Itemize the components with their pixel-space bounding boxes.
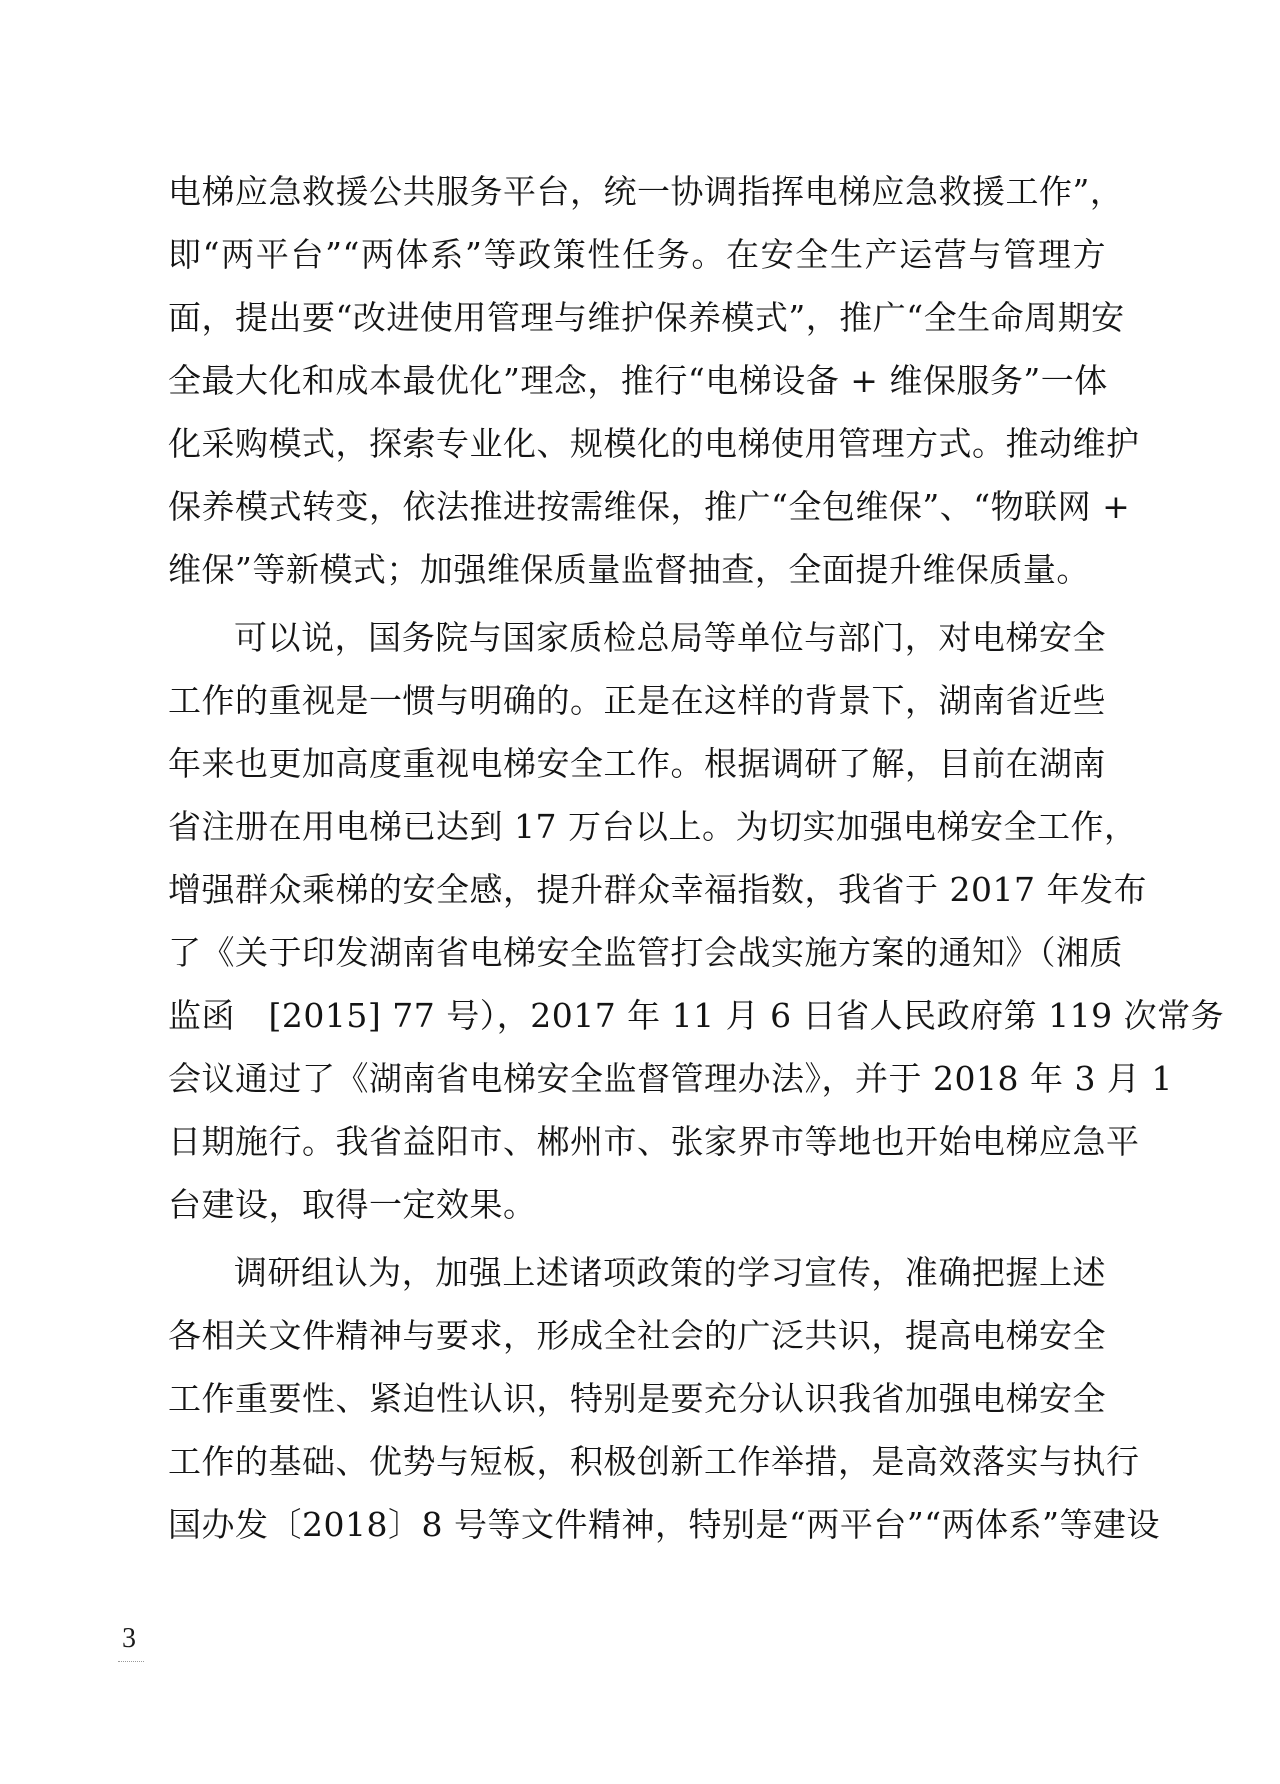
text-line: 省注册在用电梯已达到 17 万台以上。为切实加强电梯安全工作， — [168, 807, 1138, 846]
text-line: 维保”等新模式；加强维保质量监督抽查，全面提升维保质量。 — [168, 550, 1090, 589]
page-number: 3 — [122, 1623, 136, 1654]
text-line: 即“两平台”“两体系”等政策性任务。在安全生产运营与管理方 — [168, 235, 1106, 274]
text-line: 台建设，取得一定效果。 — [168, 1185, 537, 1224]
text-line: 会议通过了《湖南省电梯安全监督管理办法》，并于 2018 年 3 月 1 — [168, 1059, 1173, 1098]
paragraph-3 — [168, 1241, 1160, 1556]
text-line: 年来也更加高度重视电梯安全工作。根据调研了解，目前在湖南 — [168, 744, 1106, 783]
text-line: 监函 [2015] 77 号），2017 年 11 月 6 日省人民政府第 119 次常务 — [168, 996, 1225, 1035]
text-line: 可以说，国务院与国家质检总局等单位与部门，对电梯安全 — [234, 618, 1106, 657]
text-line: 日期施行。我省益阳市、郴州市、张家界市等地也开始电梯应急平 — [168, 1122, 1140, 1161]
paragraph-2 — [168, 606, 1225, 1236]
page-number-divider — [118, 1661, 144, 1662]
text-line: 化采购模式，探索专业化、规模化的电梯使用管理方式。推动维护 — [168, 424, 1140, 463]
text-line: 国办发〔2018〕8 号等文件精神，特别是“两平台”“两体系”等建设 — [168, 1505, 1160, 1544]
text-line: 工作的基础、优势与短板，积极创新工作举措，是高效落实与执行 — [168, 1442, 1140, 1481]
paragraph-1 — [168, 160, 1140, 601]
text-line: 面，提出要“改进使用管理与维护保养模式”，推广“全生命周期安 — [168, 298, 1125, 337]
text-line: 工作的重视是一惯与明确的。正是在这样的背景下，湖南省近些 — [168, 681, 1106, 720]
text-line: 了《关于印发湖南省电梯安全监管打会战实施方案的通知》（湘质 — [168, 933, 1123, 972]
text-line: 保养模式转变，依法推进按需维保，推广“全包维保”、“物联网 + — [168, 487, 1131, 526]
body-text — [168, 160, 1225, 1556]
text-line: 全最大化和成本最优化”理念，推行“电梯设备 + 维保服务”一体 — [168, 361, 1108, 400]
text-line: 调研组认为，加强上述诸项政策的学习宣传，准确把握上述 — [234, 1253, 1106, 1292]
text-line: 增强群众乘梯的安全感，提升群众幸福指数，我省于 2017 年发布 — [168, 870, 1147, 909]
text-line: 各相关文件精神与要求，形成全社会的广泛共识，提高电梯安全 — [168, 1316, 1106, 1355]
text-line: 工作重要性、紧迫性认识，特别是要充分认识我省加强电梯安全 — [168, 1379, 1106, 1418]
text-line: 电梯应急救援公共服务平台，统一协调指挥电梯应急救援工作”， — [168, 172, 1124, 211]
